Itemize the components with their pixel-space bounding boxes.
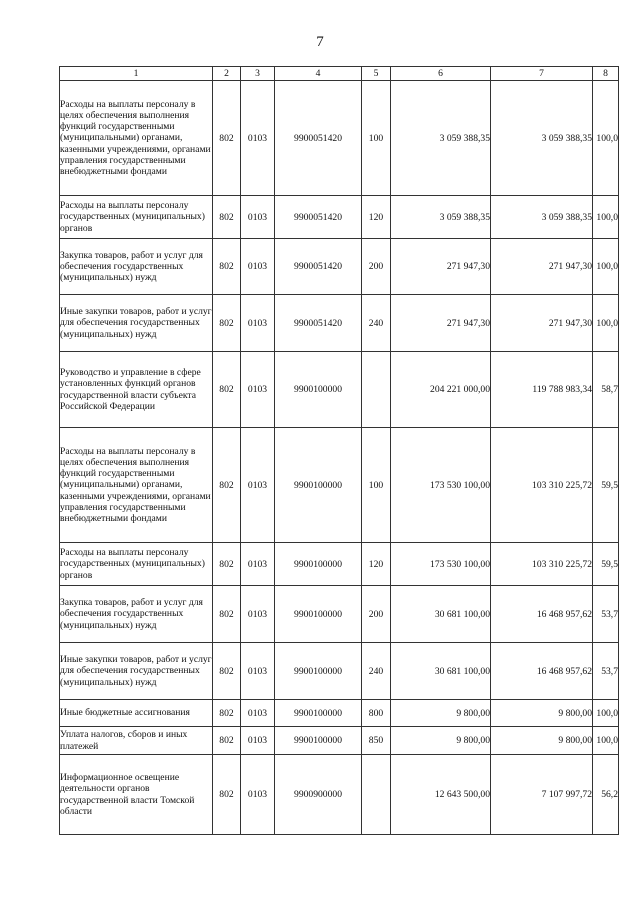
execution-percent: 100,0	[593, 700, 619, 727]
expense-name: Иные бюджетные ассигнования	[60, 700, 213, 727]
ministry-code: 802	[213, 81, 241, 196]
planned-amount: 271 947,30	[391, 295, 491, 352]
ministry-code: 802	[213, 295, 241, 352]
planned-amount: 9 800,00	[391, 700, 491, 727]
execution-percent: 100,0	[593, 295, 619, 352]
expense-name: Расходы на выплаты персоналу в целях обеспечения выполнения функций государственными (муниципальными) органами, казенными учреждениями, органами управления государственными внебюджетными фондами	[60, 81, 213, 196]
section-code: 0103	[241, 543, 275, 586]
expense-name: Закупка товаров, работ и услуг для обеспечения государственных (муниципальных) нужд	[60, 239, 213, 295]
section-code: 0103	[241, 586, 275, 643]
header-cell-3: 3	[241, 67, 275, 81]
planned-amount: 3 059 388,35	[391, 81, 491, 196]
ministry-code: 802	[213, 543, 241, 586]
expense-name: Информационное освещение деятельности органов государственной власти Томской области	[60, 755, 213, 835]
planned-amount: 204 221 000,00	[391, 352, 491, 428]
section-code: 0103	[241, 239, 275, 295]
target-article-code: 9900100000	[275, 352, 362, 428]
execution-percent: 100,0	[593, 196, 619, 239]
target-article-code: 9900100000	[275, 586, 362, 643]
target-article-code: 9900051420	[275, 81, 362, 196]
executed-amount: 3 059 388,35	[491, 81, 593, 196]
table-row	[60, 196, 619, 239]
expense-type-code: 800	[362, 700, 391, 727]
page-number: 7	[316, 34, 324, 50]
execution-percent: 59,5	[593, 428, 619, 543]
header-cell-7: 7	[491, 67, 593, 81]
planned-amount: 9 800,00	[391, 727, 491, 755]
table-row	[60, 643, 619, 700]
planned-amount: 30 681 100,00	[391, 643, 491, 700]
expense-type-code: 240	[362, 643, 391, 700]
section-code: 0103	[241, 428, 275, 543]
target-article-code: 9900100000	[275, 428, 362, 543]
ministry-code: 802	[213, 700, 241, 727]
execution-percent: 59,5	[593, 543, 619, 586]
target-article-code: 9900051420	[275, 196, 362, 239]
table-row	[60, 727, 619, 755]
header-row	[60, 67, 619, 81]
planned-amount: 3 059 388,35	[391, 196, 491, 239]
expense-name: Расходы на выплаты персоналу в целях обеспечения выполнения функций государственными (муниципальными) органами, казенными учреждениями, органами управления государственными внебюджетными фондами	[60, 428, 213, 543]
expense-name: Уплата налогов, сборов и иных платежей	[60, 727, 213, 755]
ministry-code: 802	[213, 586, 241, 643]
table-row	[60, 586, 619, 643]
executed-amount: 7 107 997,72	[491, 755, 593, 835]
execution-percent: 53,7	[593, 586, 619, 643]
execution-percent: 58,7	[593, 352, 619, 428]
executed-amount: 3 059 388,35	[491, 196, 593, 239]
target-article-code: 9900051420	[275, 295, 362, 352]
table-row	[60, 81, 619, 196]
executed-amount: 103 310 225,72	[491, 428, 593, 543]
target-article-code: 9900900000	[275, 755, 362, 835]
header-cell-8: 8	[593, 67, 619, 81]
table-row	[60, 352, 619, 428]
target-article-code: 9900051420	[275, 239, 362, 295]
planned-amount: 173 530 100,00	[391, 428, 491, 543]
target-article-code: 9900100000	[275, 543, 362, 586]
expense-type-code	[362, 352, 391, 428]
executed-amount: 9 800,00	[491, 727, 593, 755]
expense-type-code: 120	[362, 543, 391, 586]
target-article-code: 9900100000	[275, 643, 362, 700]
table-row	[60, 295, 619, 352]
table-row	[60, 428, 619, 543]
section-code: 0103	[241, 81, 275, 196]
target-article-code: 9900100000	[275, 700, 362, 727]
ministry-code: 802	[213, 239, 241, 295]
planned-amount: 173 530 100,00	[391, 543, 491, 586]
section-code: 0103	[241, 295, 275, 352]
ministry-code: 802	[213, 428, 241, 543]
executed-amount: 103 310 225,72	[491, 543, 593, 586]
table-row	[60, 700, 619, 727]
execution-percent: 53,7	[593, 643, 619, 700]
section-code: 0103	[241, 755, 275, 835]
table-row	[60, 755, 619, 835]
planned-amount: 271 947,30	[391, 239, 491, 295]
expense-type-code: 240	[362, 295, 391, 352]
planned-amount: 12 643 500,00	[391, 755, 491, 835]
expense-name: Расходы на выплаты персоналу государственных (муниципальных) органов	[60, 543, 213, 586]
expense-type-code: 100	[362, 81, 391, 196]
section-code: 0103	[241, 352, 275, 428]
section-code: 0103	[241, 643, 275, 700]
expense-name: Руководство и управление в сфере установленных функций органов государственной власти субъекта Российской Федерации	[60, 352, 213, 428]
ministry-code: 802	[213, 352, 241, 428]
table-row	[60, 543, 619, 586]
expense-type-code: 100	[362, 428, 391, 543]
execution-percent: 100,0	[593, 239, 619, 295]
header-cell-5: 5	[362, 67, 391, 81]
expense-name: Закупка товаров, работ и услуг для обеспечения государственных (муниципальных) нужд	[60, 586, 213, 643]
expense-type-code: 850	[362, 727, 391, 755]
executed-amount: 9 800,00	[491, 700, 593, 727]
section-code: 0103	[241, 196, 275, 239]
expense-type-code: 200	[362, 586, 391, 643]
execution-percent: 56,2	[593, 755, 619, 835]
executed-amount: 16 468 957,62	[491, 643, 593, 700]
budget-table	[59, 66, 619, 835]
expense-type-code	[362, 755, 391, 835]
expense-name: Иные закупки товаров, работ и услуг для обеспечения государственных (муниципальных) нужд	[60, 295, 213, 352]
execution-percent: 100,0	[593, 727, 619, 755]
expense-name: Иные закупки товаров, работ и услуг для обеспечения государственных (муниципальных) нужд	[60, 643, 213, 700]
execution-percent: 100,0	[593, 81, 619, 196]
ministry-code: 802	[213, 196, 241, 239]
header-cell-2: 2	[213, 67, 241, 81]
table-row	[60, 239, 619, 295]
header-cell-6: 6	[391, 67, 491, 81]
executed-amount: 271 947,30	[491, 295, 593, 352]
ministry-code: 802	[213, 727, 241, 755]
section-code: 0103	[241, 727, 275, 755]
executed-amount: 271 947,30	[491, 239, 593, 295]
planned-amount: 30 681 100,00	[391, 586, 491, 643]
executed-amount: 119 788 983,34	[491, 352, 593, 428]
expense-name: Расходы на выплаты персоналу государственных (муниципальных) органов	[60, 196, 213, 239]
ministry-code: 802	[213, 643, 241, 700]
header-cell-1: 1	[60, 67, 213, 81]
header-cell-4: 4	[275, 67, 362, 81]
expense-type-code: 200	[362, 239, 391, 295]
target-article-code: 9900100000	[275, 727, 362, 755]
section-code: 0103	[241, 700, 275, 727]
ministry-code: 802	[213, 755, 241, 835]
expense-type-code: 120	[362, 196, 391, 239]
executed-amount: 16 468 957,62	[491, 586, 593, 643]
